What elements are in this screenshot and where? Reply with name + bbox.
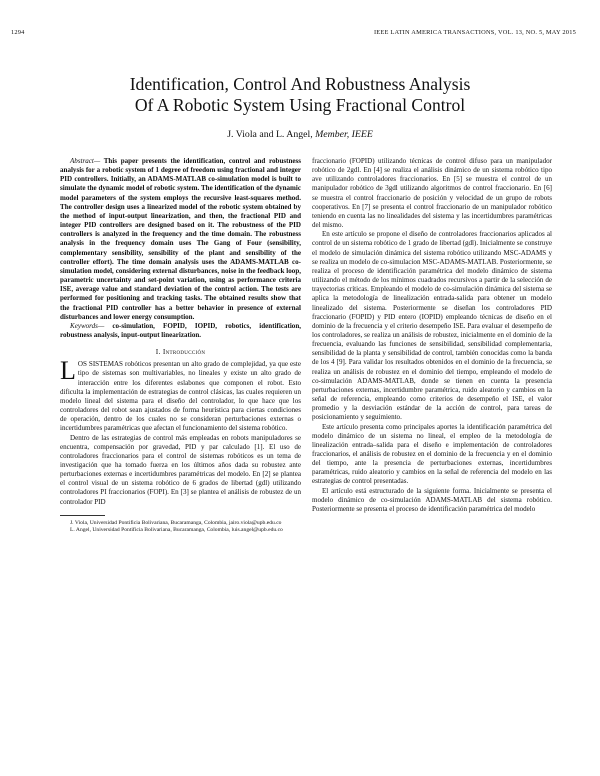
intro-caps: OS SISTEMAS	[77, 360, 123, 369]
abstract: Abstract— This paper presents the identification, control and robustness analysis for a robotic system of 1 degree of freedom using fractional and integer PID controllers. Initially, an ADAMS-MATLAB co-simulation model is built to simulate the dynamic model of robotic system. The identification of the dynamic model parameters of the system employs the recursive least-squares method. The controller design uses a linearized model of the robotic system obtained by the method of input-output linearization, and then, the fractional PID and integer PID controllers are designed based on it. The robustness of the PID controllers is analyzed in the frequency and the time domain. The robustness analysis in the frequency domain uses The Gang of Four (sensibility, complementary sensibility, sensibility of the plant and sensibility of the controller effort). The time domain analysis uses the ADAMS-MATLAB co-simulation model, considering external disturbances, noise in the feedback loop, parametric uncertainty and set-point variation, using as performance criteria ISE, average value and standard deviation of the control action. The tests are performed for positioning and tracking tasks. The obtained results show that the fractional PID controller has a better behavior in presence of external disturbances and lower energy consumption.	[60, 157, 301, 321]
footnote-author-1: J. Viola, Universidad Pontificia Bolivariana, Bucaramanga, Colombia, jairo.viola@upb.edu.co	[70, 519, 282, 526]
paper-title	[40, 74, 560, 116]
abstract-label: Abstract	[70, 157, 94, 165]
section-numeral: I.	[155, 347, 161, 357]
authors	[40, 129, 560, 140]
right-paragraph-4: El artículo está estructurado de la siguiente forma. Inicialmente se presenta el modelo dinámico de co-simulación ADAMS-MATLAB del sistema robótico. Posteriormente se presenta el proceso de identificación paramétrica del modelo	[312, 486, 552, 513]
keywords: Keywords— co-simulation, FOPID, IOPID, robotics, identification, robustness analysis, input-output linearization.	[60, 321, 301, 339]
author-names: J. Viola and L. Angel,	[227, 129, 313, 140]
section-heading-introduction	[60, 347, 301, 356]
drop-cap: L	[60, 356, 76, 386]
footnote-author-2: L. Angel, Universidad Pontificia Bolivariana, Bucaramanga, Colombia, luis.angel@upb.edu.co	[70, 526, 283, 533]
right-paragraph-3: Este artículo presenta como principales aportes la identificación paramétrica del modelo dinámico de un sistema no lineal, el empleo de la metodología de linealización entrada–salida para el diseño e implementación de controladores fraccionarios, el análisis de robustez en el dominio de la frecuencia y en el dominio del tiempo, ante la presencia de perturbaciones externas, incertidumbres paramétricas, ruido aleatorio y cambios en la señal de referencia del modelo en las estrategias de control presentadas.	[312, 422, 552, 486]
author-role: Member, IEEE	[315, 129, 373, 140]
keywords-label: Keywords	[70, 321, 98, 330]
footnote-rule	[60, 515, 105, 516]
title-line-2: Of A Robotic System Using Fractional Control	[134, 95, 466, 115]
keywords-text: co-simulation, FOPID, IOPID, robotics, identification, robustness analysis, input-output linearization.	[60, 321, 301, 339]
page-number: 1294	[11, 29, 25, 36]
right-paragraph-1: fraccionario (FOPID) utilizando técnicas de control difuso para un manipulador robótico de 2gdl. En [4] se realiza el análisis dinámico de un sistema robótico tipo ave utilizando controladores fraccionarios. En [5] se muestra el control de un manipulador robótico de 3gdl utilizando algoritmos de control fraccionario. En [6] se muestra el control fraccionario de posición y velocidad de un grupo de robots cooperativos. En [7] se presenta el control fraccionario de un manipulador robótico teniendo en cuenta las no linealidades del sistema y las incertidumbres paramétricas del mismo.	[312, 157, 552, 230]
journal-header: IEEE LATIN AMERICA TRANSACTIONS, VOL. 13, NO. 5, MAY 2015	[373, 29, 576, 36]
left-column	[60, 157, 301, 534]
intro-paragraph-1: LOS SISTEMAS robóticos presentan un alto grado de complejidad, ya que este tipo de sistemas son multivariables, no lineales y existe un alto grado de interacción entre los diferentes eslabones que componen el robot. Esto dificulta la implementación de estrategias de control clásicas, las cuales requieren un modelo lineal del sistema para el diseño del controlador, lo que hace que los controladores del robot sean ajustados de forma heurística para ciertas condiciones de operación, dentro de los cuales no se consideran perturbaciones externas o incertidumbres paramétricas que afectan el funcionamiento del sistema robótico.	[60, 356, 301, 433]
intro-paragraph-2: Dentro de las estrategias de control más empleadas en robots manipuladores se encuentra, compensación por gravedad, PID y par calculado [1]. El uso de controladores fraccionarios para el control de sistemas robóticos es un tema de investigación que ha tomado fuerza en los últimos años dada su robustez ante perturbaciones externas e incertidumbres paramétricas del modelo. En [2] se plantea el control visual de un sistema robótico de 6 grados de libertad (gdl) utilizando controladores PI fraccionarios (FOPI). En [3] se plantea el análisis de robustez de un controlador PID	[60, 433, 301, 506]
abstract-text: This paper presents the identification, control and robustness analysis for a robotic system of 1 degree of freedom using fractional and integer PID controllers. Initially, an ADAMS-MATLAB co-simulation model is built to simulate the dynamic model of robotic system. The identification of the dynamic model parameters of the system employs the recursive least-squares method. The controller design uses a linearized model of the robotic system obtained by the method of input-output linearization, and then, the fractional PID and integer PID controllers are designed based on it. The robustness of the PID controllers is analyzed in the frequency and the time domain. The robustness analysis in the frequency domain uses The Gang of Four (sensibility, complementary sensibility, sensibility of the plant and sensibility of the controller effort). The time domain analysis uses the ADAMS-MATLAB co-simulation model, considering external disturbances, noise in the feedback loop, parametric uncertainty and set-point variation, using as performance criteria ISE, average value and standard deviation of the control action. The tests are performed for positioning and tracking tasks. The obtained results show that the fractional PID controller has a better behavior in presence of external disturbances and lower energy consumption.	[60, 157, 301, 321]
title-line-1: Identification, Control And Robustness Analysis	[129, 74, 471, 94]
right-column	[312, 157, 552, 514]
section-title: Introducción	[162, 347, 206, 357]
right-paragraph-2: En este artículo se propone el diseño de controladores fraccionarios aplicados al control de un sistema robótico de 1 grado de libertad (gdl). Inicialmente se construye el modelo de simulación dinámica del sistema robótico utilizando MSC-ADAMS y se realiza un modelo de co-simulacion MSC-ADAMS-MATLAB. Posteriormente, se realiza el proceso de identificación paramétrica del modelo dinámico de sistema utilizando el método de los mínimos cuadrados recursivos a partir de la selección de trayectorias críticas. Empleando el modelo de co-simulación dinámica del sistema se aplica la metodología de linealización entrada-salida para obtener un modelo linealizado del sistema. Posteriormente se diseñan los controladores PID fraccionario (FOPID) y PID entero (IOPID) empleando técnicas de diseño en el dominio de la frecuencia y el criterio desempeño ISE. Para evaluar el desempeño de los controladores, se realiza un análisis de robustez, inicialmente en el dominio de la frecuencia, evaluando las funciones de sensibilidad, sensibilidad complementaria, sensibilidad de la planta y sensibilidad de control, también conocidas como la banda de los 4 [9]. Para validar los resultados obtenidos en el dominio de la frecuencia, se realiza un análisis de robustez en el dominio del tiempo, empleando el modelo de co-simulación ADAMS-MATLAB, donde se tienen en cuenta la presencia perturbaciones externas, incertidumbre paramétrica, ruido aleatorio y cambios en la señal de referencia, empleando como criterios de desempeño el ISE, el valor promedio y la desviación estándar de la acción de control, para tareas de posicionamiento y seguimiento.	[312, 230, 552, 422]
